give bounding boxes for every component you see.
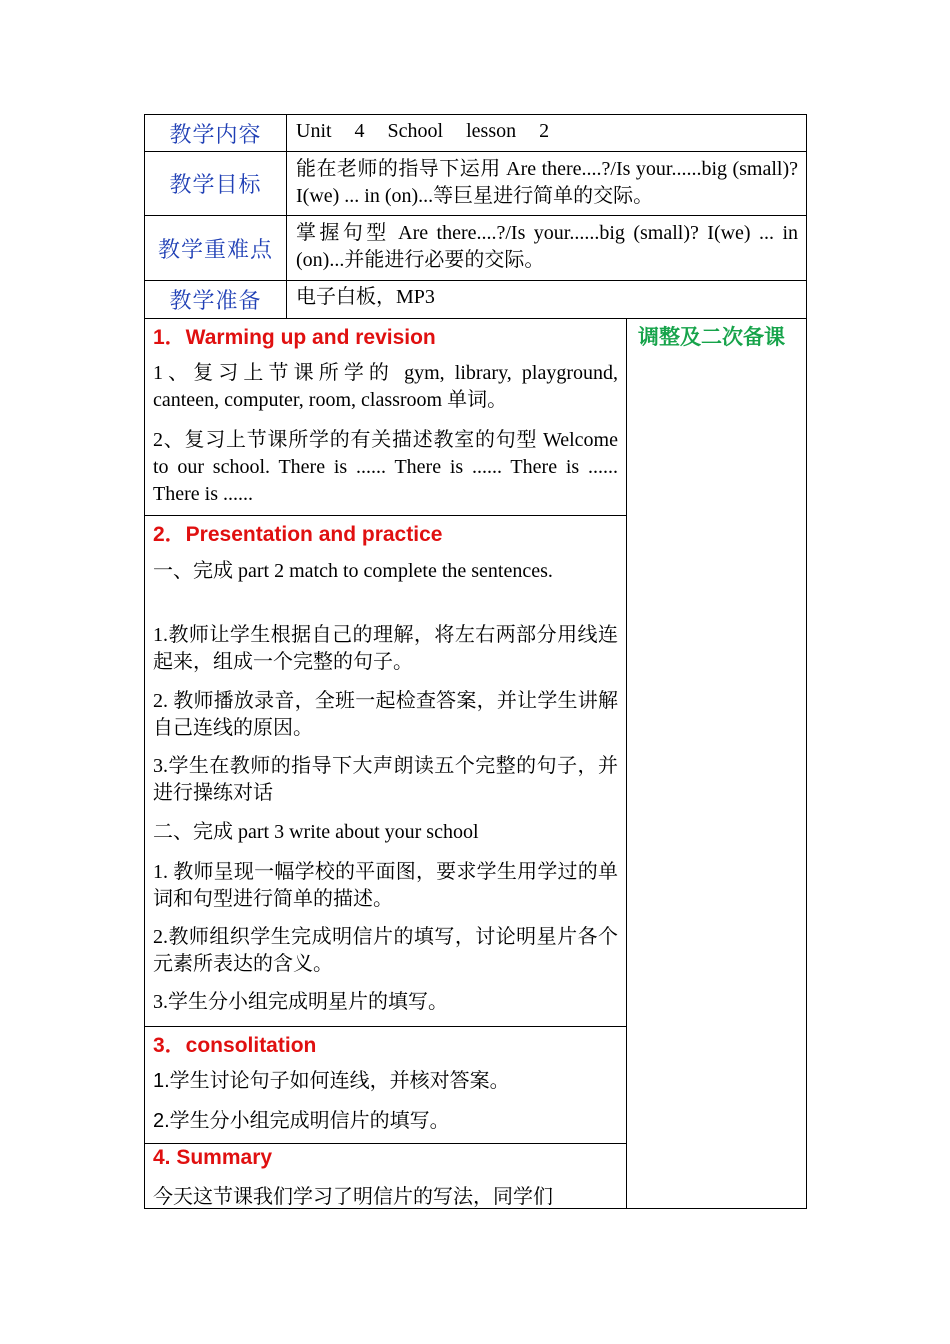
row-label-goal: 教学目标	[169, 172, 262, 197]
table-border-bottom	[144, 1208, 807, 1209]
table-border-right	[806, 114, 807, 1209]
section-heading-presentation: 2．Presentation and practice	[153, 523, 443, 546]
presentation-part2-title: 一、完成 part 2 match to complete the sentences.	[153, 560, 553, 582]
row-divider	[144, 318, 807, 319]
warming-up-item-2: 2、复习上节课所学的有关描述教室的句型 Welcome to our school. There is ...... There is ...... There is ...... There is ......	[153, 429, 618, 505]
presentation-step: 3.学生在教师的指导下大声朗读五个完整的句子，并进行操练对话	[153, 755, 618, 804]
presentation-step: 2. 教师播放录音，全班一起检查答案，并让学生讲解自己连线的原因。	[153, 690, 618, 739]
row-value-preparation: 电子白板，MP3	[296, 286, 435, 308]
row-value-content: Unit 4 School lesson 2	[296, 120, 550, 142]
row-label-key-points: 教学重难点	[157, 236, 273, 262]
row-label-content: 教学内容	[169, 121, 262, 147]
section-divider	[144, 1026, 627, 1027]
side-column-divider	[626, 318, 627, 1209]
row-value-key-points: 掌握句型 Are there....?/Is your......big (small)? I(we) ... in (on)...并能进行必要的交际。	[296, 222, 798, 271]
row-value-goal: 能在老师的指导下运用 Are there....?/Is your......big (small)? I(we) ... in (on)...等巨星进行简单的交际。	[296, 158, 798, 207]
presentation-step: 3.学生分小组完成明星片的填写。	[153, 991, 448, 1013]
summary-text: 今天这节课我们学习了明信片的写法，同学们	[153, 1186, 553, 1208]
section-heading-warming-up: 1．Warming up and revision	[153, 326, 436, 349]
adjustment-column-title: 调整及二次备课	[638, 325, 785, 349]
section-heading-summary: 4. Summary	[153, 1146, 273, 1169]
consolidation-item-2: 2.学生分小组完成明信片的填写。	[153, 1110, 450, 1132]
section-divider	[144, 1143, 627, 1144]
presentation-step: 1.教师让学生根据自己的理解，将左右两部分用线连起来，组成一个完整的句子。	[153, 624, 618, 673]
section-divider	[144, 515, 627, 516]
section-heading-consolidation: 3．consolitation	[153, 1034, 317, 1057]
consolidation-item-1: 1.学生讨论句子如何连线，并核对答案。	[153, 1070, 510, 1092]
presentation-step: 1. 教师呈现一幅学校的平面图，要求学生用学过的单词和句型进行简单的描述。	[153, 861, 618, 910]
presentation-part3-title: 二、完成 part 3 write about your school	[153, 821, 479, 843]
presentation-step: 2.教师组织学生完成明信片的填写，讨论明星片各个元素所表达的含义。	[153, 926, 618, 975]
warming-up-item-1: 1、复习上节课所学的 gym, library, playground, canteen, computer, room, classroom 单词。	[153, 362, 618, 411]
row-label-preparation: 教学准备	[169, 288, 262, 313]
